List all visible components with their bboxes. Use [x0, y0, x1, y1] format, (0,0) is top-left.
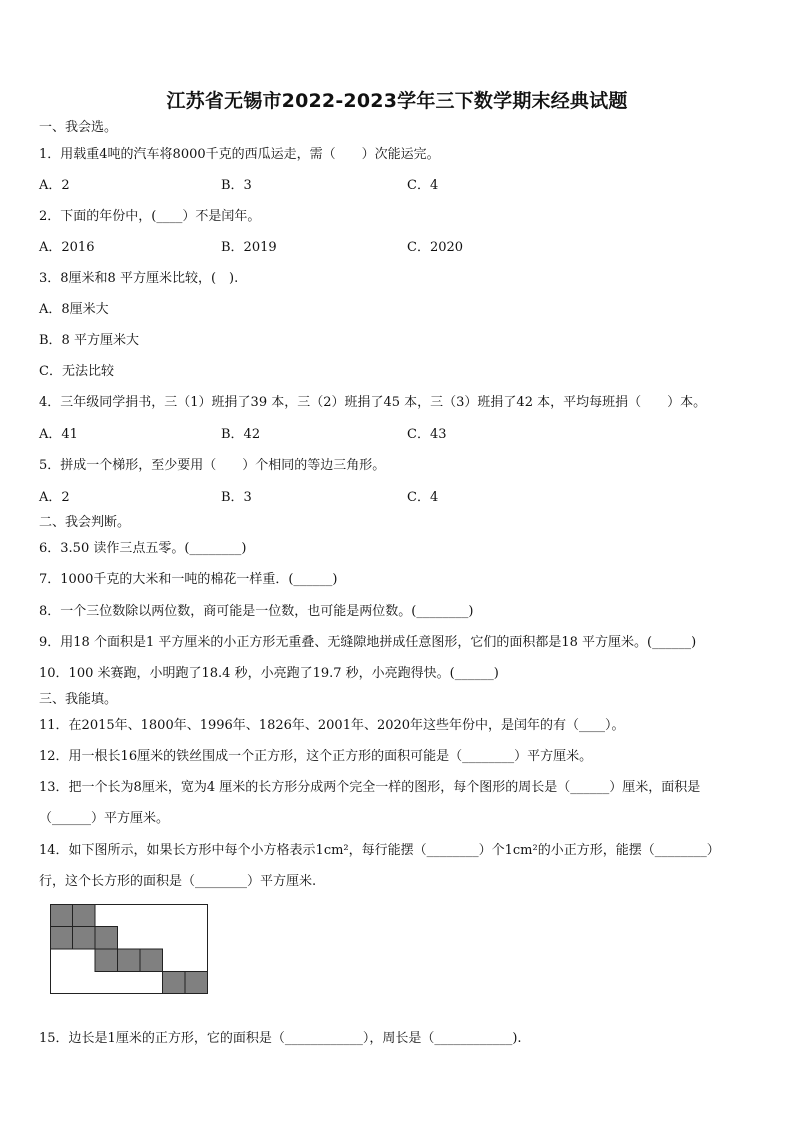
question-5: 5．拼成一个梯形，至少要用（ ）个相同的等边三角形。: [39, 458, 386, 473]
question-10: 10．100 米赛跑，小明跑了18.4 秒，小亮跑了19.7 秒，小亮跑得快。(______): [39, 666, 499, 681]
shaded-grid-cell: [163, 972, 186, 995]
shaded-grid-cell: [50, 927, 73, 950]
grid-cells: [50, 904, 208, 994]
q5-option-b: B．3: [221, 490, 252, 505]
q4-option-a: A．41: [39, 427, 78, 442]
section-heading-fill: 三、我能填。: [39, 692, 118, 707]
shaded-grid-cell: [118, 949, 141, 972]
shaded-grid-cell: [73, 927, 96, 950]
question-12: 12．用一根长16厘米的铁丝围成一个正方形，这个正方形的面积可能是（________）平方厘米。: [39, 749, 593, 764]
question-14-line-2: 行，这个长方形的面积是（________）平方厘米.: [39, 874, 317, 889]
shaded-grid-cell: [50, 904, 73, 927]
q4-option-c: C．43: [407, 427, 447, 442]
shaded-grid-cell: [73, 904, 96, 927]
question-7: 7．1000千克的大米和一吨的棉花一样重．(______): [39, 572, 338, 587]
question-13-line-1: 13．把一个长为8厘米，宽为4 厘米的长方形分成两个完全一样的图形，每个图形的周长是（______）厘米，面积是: [39, 780, 701, 795]
question-14-line-1: 14．如下图所示，如果长方形中每个小方格表示1cm²，每行能摆（________）个1cm²的小正方形，能摆（________）: [39, 843, 720, 858]
q5-option-a: A．2: [39, 490, 70, 505]
q2-option-a: A．2016: [39, 240, 95, 255]
q1-option-b: B．3: [221, 178, 252, 193]
q5-option-c: C．4: [407, 490, 439, 505]
q1-option-a: A．2: [39, 178, 70, 193]
question-11: 11．在2015年、1800年、1996年、1826年、2001年、2020年这些年份中，是闰年的有（____）。: [39, 718, 625, 733]
q3-option-b: B．8 平方厘米大: [39, 333, 139, 348]
question-2: 2．下面的年份中，(____）不是闰年。: [39, 209, 261, 224]
q2-option-c: C．2020: [407, 240, 464, 255]
shaded-grid-cell: [95, 949, 118, 972]
section-heading-judge: 二、我会判断。: [39, 515, 131, 530]
question-9: 9．用18 个面积是1 平方厘米的小正方形无重叠、无缝隙地拼成任意图形，它们的面积都是18 平方厘米。(______): [39, 635, 697, 650]
shaded-grid-cell: [185, 972, 208, 995]
rectangle-grid-figure: [50, 904, 208, 994]
question-8: 8．一个三位数除以两位数，商可能是一位数，也可能是两位数。(________): [39, 604, 474, 619]
question-4: 4．三年级同学捐书，三（1）班捐了39 本，三（2）班捐了45 本，三（3）班捐了42 本，平均每班捐（ ）本。: [39, 395, 707, 410]
page-title: 江苏省无锡市2022-2023学年三下数学期末经典试题: [166, 90, 628, 112]
shaded-grid-cell: [95, 927, 118, 950]
q3-option-a: A．8厘米大: [39, 302, 109, 317]
question-13-line-2: （______）平方厘米。: [39, 811, 170, 826]
q2-option-b: B．2019: [221, 240, 277, 255]
q1-option-c: C．4: [407, 178, 439, 193]
section-heading-choice: 一、我会选。: [39, 120, 118, 135]
q4-option-b: B．42: [221, 427, 261, 442]
q3-option-c: C．无法比较: [39, 364, 114, 379]
question-3: 3．8厘米和8 平方厘米比较，( ).: [39, 271, 239, 286]
question-1: 1．用载重4吨的汽车将8000千克的西瓜运走，需（ ）次能运完。: [39, 147, 440, 162]
question-6: 6．3.50 读作三点五零。(________): [39, 541, 247, 556]
question-15: 15．边长是1厘米的正方形，它的面积是（____________），周长是（____________).: [39, 1031, 522, 1046]
shaded-grid-cell: [140, 949, 163, 972]
